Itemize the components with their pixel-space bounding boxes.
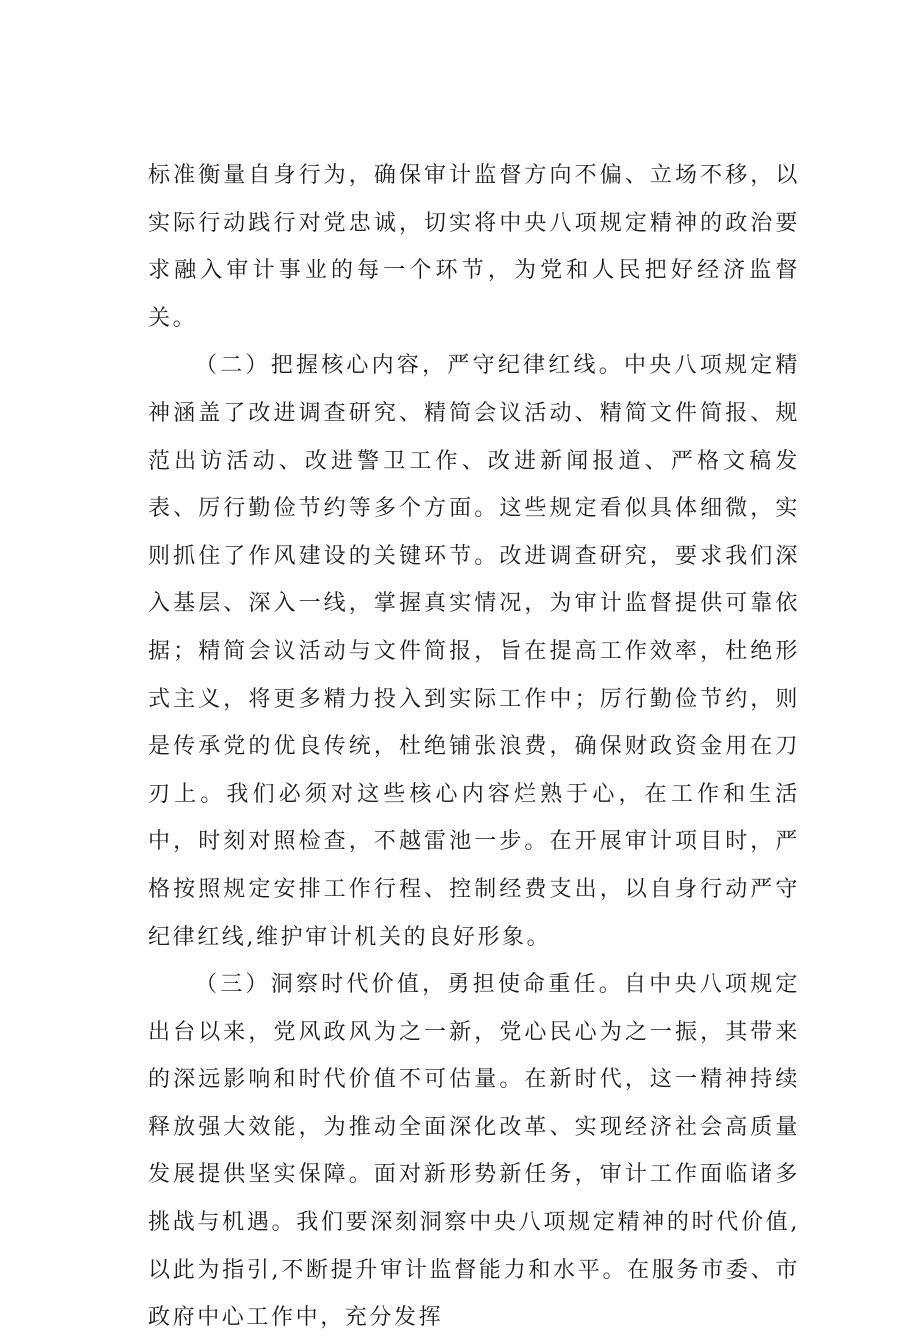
paragraph-section-3: （三）洞察时代价值，勇担使命重任。自中央八项规定出台以来，党风政风为之一新，党心民心为之一振，其带来的深远影响和时代价值不可估量。在新时代，这一精神持续释放强大效能，为推动全面深化改革、实现经济社会高质量发展提供坚实保障。面对新形势新任务，审计工作面临诸多挑战与机遇。我们要深刻洞察中央八项规定精神的时代价值,以此为指引,不断提升审计监督能力和水平。在服务市委、市政府中心工作中，充分发挥 — [148, 972, 800, 1331]
paragraph-section-2: （二）把握核心内容，严守纪律红线。中央八项规定精神涵盖了改进调查研究、精简会议活动、精简文件简报、规范出访活动、改进警卫工作、改进新闻报道、严格文稿发表、厉行勤俭节约等多个方面。这些规定看似具体细微，实则抓住了作风建设的关键环节。改进调查研究，要求我们深入基层、深入一线，掌握真实情况，为审计监督提供可靠依据；精简会议活动与文件简报，旨在提高工作效率，杜绝形式主义，将更多精力投入到实际工作中；厉行勤俭节约，则是传承党的优良传统，杜绝铺张浪费，确保财政资金用在刀刃上。我们必须对这些核心内容烂熟于心，在工作和生活中，时刻对照检查，不越雷池一步。在开展审计项目时，严格按照规定安排工作行程、控制经费支出，以自身行动严守纪律红线,维护审计机关的良好形象。 — [148, 353, 800, 950]
paragraph-continuation: 标准衡量自身行为，确保审计监督方向不偏、立场不移，以实际行动践行对党忠诚，切实将中央八项规定精神的政治要求融入审计事业的每一个环节，为党和人民把好经济监督关。 — [148, 163, 800, 331]
body-text — [148, 152, 800, 1342]
